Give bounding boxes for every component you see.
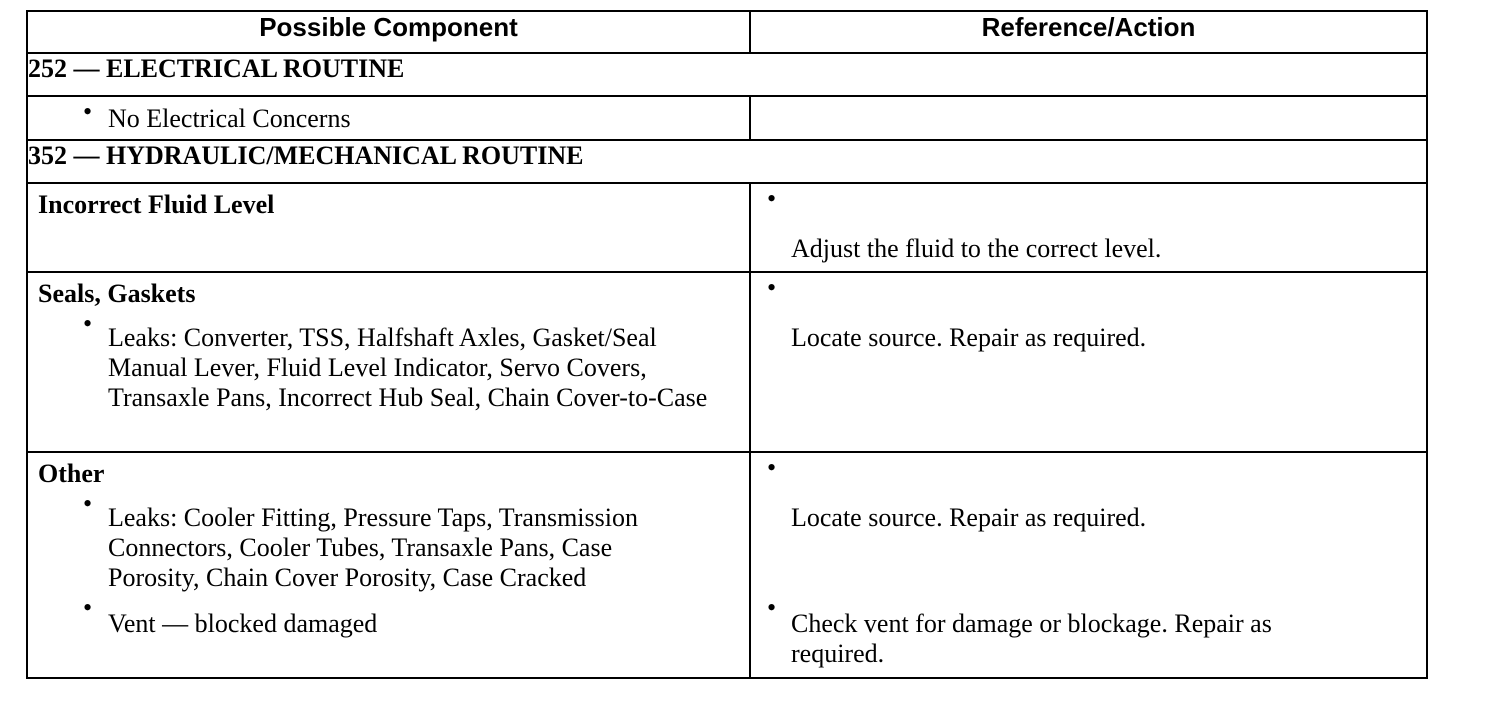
header-row — [27, 11, 1427, 53]
bullet-glyph: • — [83, 309, 93, 338]
list-item — [751, 453, 1426, 593]
action-cell — [750, 452, 1427, 678]
bullet-glyph: • — [83, 489, 93, 518]
bullet-glyph: • — [83, 97, 93, 126]
component-cell — [27, 96, 750, 140]
action-text: Locate source. Repair as required. — [791, 503, 1147, 532]
list-item — [751, 273, 1426, 353]
list-item — [28, 97, 749, 134]
bullet-glyph: • — [767, 273, 777, 302]
action-text: Check vent for damage or blockage. Repair as required. — [791, 609, 1272, 668]
component-text: Leaks: Converter, TSS, Halfshaft Axles, Gasket/Seal Manual Lever, Fluid Level Indicator, Servo Covers, Transaxle Pans, Incorrect Hub Seal, Chain Cover-to-Case — [108, 323, 708, 412]
group-heading-fluid-level: Incorrect Fluid Level — [38, 190, 275, 219]
bullet-glyph: • — [767, 453, 777, 482]
list-item — [28, 593, 749, 639]
section-row-hydraulic — [27, 140, 1427, 183]
header-possible-component: Possible Component — [27, 11, 750, 53]
bullet-glyph: • — [83, 593, 93, 622]
bullet-glyph: • — [767, 593, 777, 622]
diagnosis-table — [26, 10, 1428, 679]
component-text: Vent — blocked damaged — [108, 609, 378, 638]
section-row-electrical — [27, 53, 1427, 96]
group-heading-other: Other — [38, 459, 105, 488]
component-cell — [27, 272, 750, 452]
list-item — [28, 489, 749, 593]
action-cell — [750, 183, 1427, 272]
component-text: No Electrical Concerns — [108, 104, 351, 133]
component-cell — [27, 183, 750, 272]
list-item — [751, 593, 1426, 669]
action-cell — [750, 272, 1427, 452]
component-text: Leaks: Cooler Fitting, Pressure Taps, Transmission Connectors, Cooler Tubes, Transaxle Pans, Case Porosity, Chain Cover Porosity, Case Cracked — [108, 503, 638, 592]
component-cell — [27, 452, 750, 678]
action-text: Adjust the fluid to the correct level. — [791, 234, 1162, 263]
section-title-electrical: 252 — ELECTRICAL ROUTINE — [27, 53, 1427, 96]
header-reference-action: Reference/Action — [750, 11, 1427, 53]
bullet-glyph: • — [767, 184, 777, 213]
table-row-fluid-level — [27, 183, 1427, 272]
table-row-other — [27, 452, 1427, 678]
table-row-seals-gaskets — [27, 272, 1427, 452]
table-row-no-electrical — [27, 96, 1427, 140]
list-item — [28, 309, 749, 413]
list-item — [751, 184, 1426, 264]
group-heading-seals-gaskets: Seals, Gaskets — [38, 279, 196, 308]
action-cell-empty — [750, 96, 1427, 140]
section-title-hydraulic: 352 — HYDRAULIC/MECHANICAL ROUTINE — [27, 140, 1427, 183]
action-text: Locate source. Repair as required. — [791, 323, 1147, 352]
